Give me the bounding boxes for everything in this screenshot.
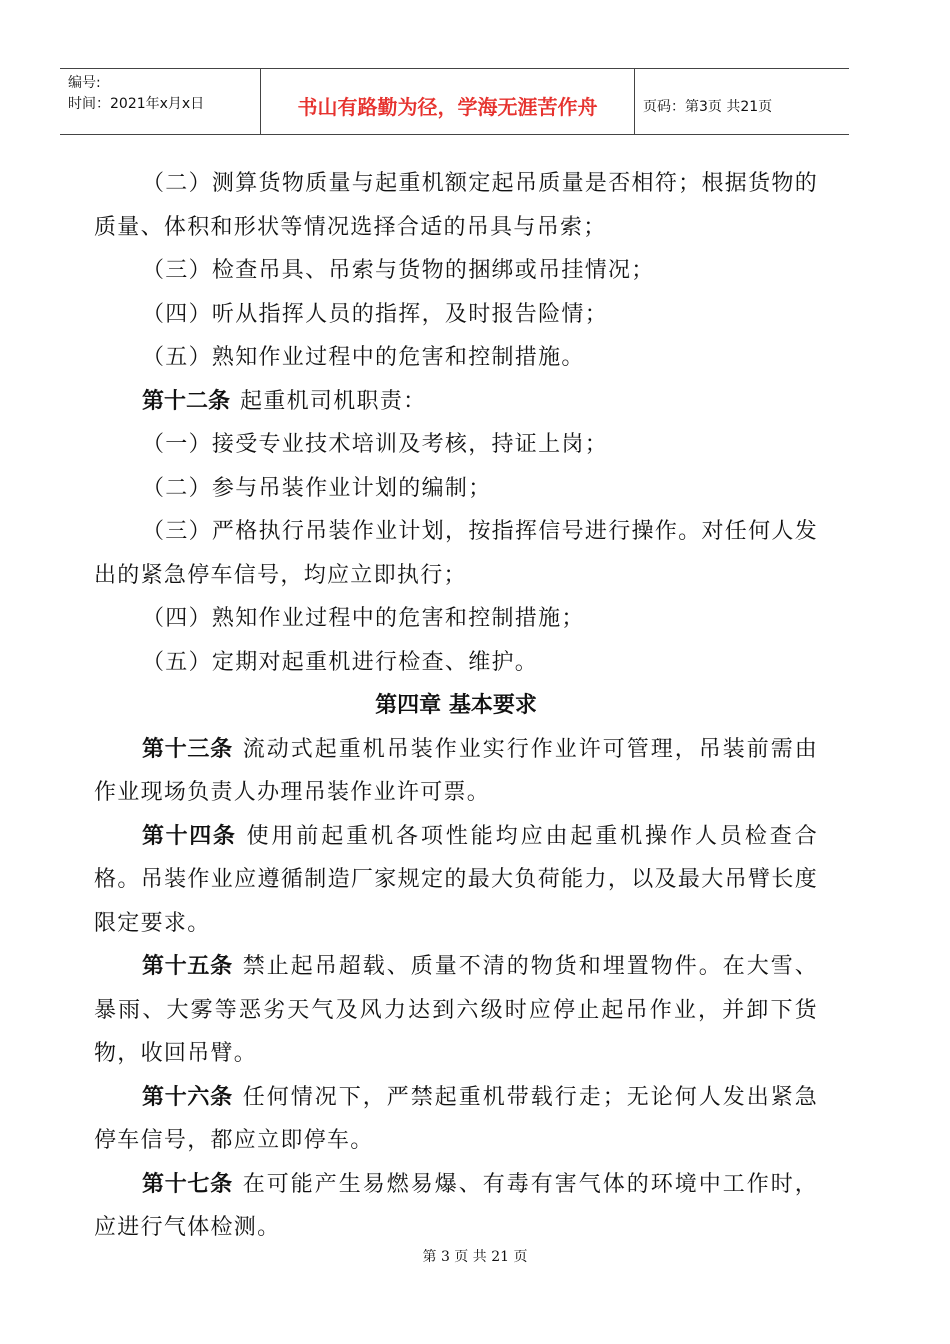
chapter-title: 第四章 基本要求 xyxy=(375,693,537,718)
article-text: 禁止起吊超载、质量不清的物货和埋置物件。在大雪、暴雨、大雾等恶劣天气及风力达到六级时应停止起吊作业，并卸下货物，收回吊臂。 xyxy=(94,954,818,1066)
document-number-label: 编号: xyxy=(68,75,101,91)
article-16 xyxy=(94,1076,818,1163)
article-label: 第十二条 xyxy=(142,388,231,414)
clause-paragraph: （五）熟知作业过程中的危害和控制措施。 xyxy=(142,345,585,370)
article-text: 使用前起重机各项性能均应由起重机操作人员检查合格。吊装作业应遵循制造厂家规定的最大负荷能力，以及最大吊臂长度限定要求。 xyxy=(94,823,818,936)
article-14 xyxy=(94,815,818,946)
clause-paragraph: （四）听从指挥人员的指挥，及时报告险情； xyxy=(142,301,609,327)
document-time: 时间：2021年x月x日 xyxy=(68,96,205,112)
article-label: 第十六条 xyxy=(142,1084,233,1110)
article-text: 流动式起重机吊装作业实行作业许可管理，吊装前需由作业现场负责人办理吊装作业许可票。 xyxy=(94,736,818,805)
clause-paragraph: （三）检查吊具、吊索与货物的捆绑或吊挂情况； xyxy=(142,258,655,283)
article-label: 第十三条 xyxy=(142,736,233,762)
article-17 xyxy=(94,1163,818,1250)
header-page-info: 页码：第3页 共21页 xyxy=(643,98,773,115)
page-footer: 第 3 页 共 21 页 xyxy=(422,1249,528,1265)
article-label: 第十五条 xyxy=(142,954,233,979)
article-12 xyxy=(94,380,818,424)
clause-paragraph: （五）定期对起重机进行检查、维护。 xyxy=(142,649,539,675)
header-motto: 书山有路勤为径，学海无涯苦作舟 xyxy=(260,69,635,134)
article-15 xyxy=(94,945,818,1076)
article-text: 任何情况下，严禁起重机带载行走；无论何人发出紧急停车信号，都应立即停车。 xyxy=(94,1084,818,1153)
article-text: 在可能产生易燃易爆、有毒有害气体的环境中工作时，应进行气体检测。 xyxy=(94,1171,818,1240)
article-label: 第十四条 xyxy=(142,823,237,849)
article-label: 第十七条 xyxy=(142,1171,233,1197)
clause-paragraph: （二）参与吊装作业计划的编制； xyxy=(142,475,492,501)
clause-paragraph: （一）接受专业技术培训及考核，持证上岗； xyxy=(142,432,609,457)
document-body xyxy=(94,162,818,1250)
article-13 xyxy=(94,728,818,815)
header-meta xyxy=(60,69,260,134)
clause-paragraph: （二）测算货物质量与起重机额定起吊质量是否相符；根据货物的质量、体积和形状等情况选择合适的吊具与吊索； xyxy=(94,171,818,240)
clause-paragraph: （四）熟知作业过程中的危害和控制措施； xyxy=(142,606,585,631)
page-header xyxy=(60,68,849,135)
article-text: 起重机司机职责： xyxy=(240,388,427,414)
clause-paragraph: （三）严格执行吊装作业计划，按指挥信号进行操作。对任何人发出的紧急停车信号，均应立即执行； xyxy=(94,519,818,588)
